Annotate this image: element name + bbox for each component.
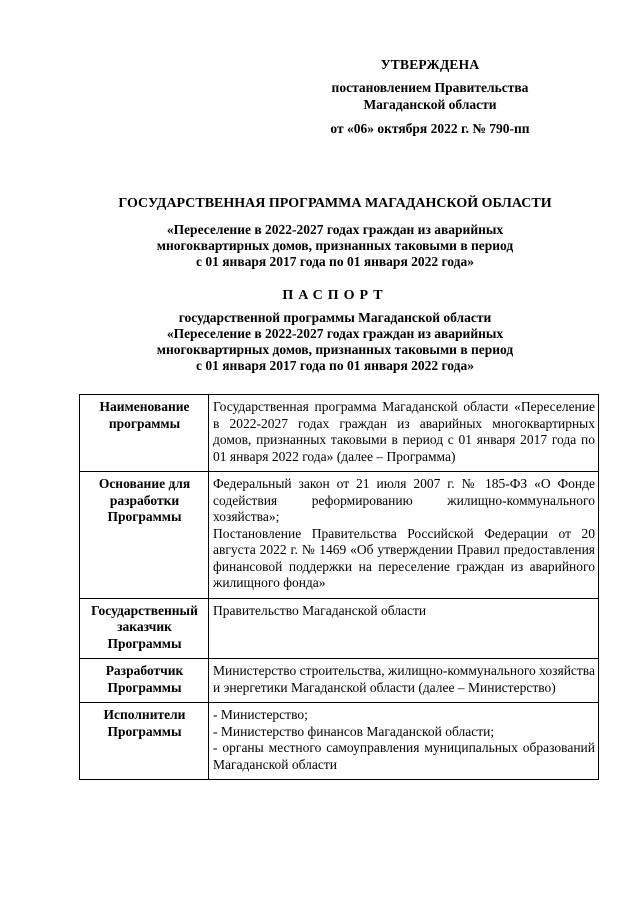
row-value-paragraph: - Министерство финансов Магаданской области; [213, 723, 495, 739]
passport-table [79, 394, 599, 780]
row-value-paragraph: Постановление Правительства Российской Федерации от 20 августа 2022 г. № 1469 «Об утверждении Правил предоставления финансовой поддержки на переселение граждан из аварийного жилищного фонда» [213, 525, 595, 590]
table-row [80, 659, 599, 703]
row-label-line: программы [108, 415, 181, 431]
passport-word: ПАСПОРТ [282, 288, 388, 303]
passport-heading [60, 287, 610, 374]
row-label-line: Программы [107, 509, 182, 524]
row-value-paragraph: Федеральный закон от 21 июля 2007 г. № 185-ФЗ «О Фонде содействия реформированию жилищно-коммунального хозяйства»; [213, 476, 595, 524]
row-value [209, 703, 599, 780]
row-value [209, 598, 599, 659]
approval-basis-line-1: постановлением Правительства [331, 80, 529, 95]
program-title-main: ГОСУДАРСТВЕННАЯ ПРОГРАММА МАГАДАНСКОЙ ОБЛАСТИ [118, 196, 552, 211]
row-label-line: разработки [109, 492, 180, 508]
passport-line: «Переселение в 2022-2027 годах граждан из аварийных [166, 326, 504, 341]
passport-subtitle [60, 310, 610, 374]
row-label [80, 659, 209, 703]
row-label [80, 472, 209, 599]
row-label-line: Исполнители [103, 707, 186, 722]
table-row [80, 395, 599, 472]
program-title-line: с 01 января 2017 года по 01 января 2022 года» [196, 254, 474, 269]
row-value-paragraph: - Министерство; [213, 707, 308, 722]
passport-line: многоквартирных домов, признанных таковыми в период [156, 342, 514, 357]
row-value [209, 472, 599, 599]
row-value-paragraph: Государственная программа Магаданской области «Переселение в 2022-2027 годах граждан из аварийных многоквартирных домов, признанных таковыми в период с 01 января 2017 года по 01 января 2022 года» (далее – Программа) [213, 399, 595, 464]
row-label-line: Основание для [98, 476, 191, 491]
row-label [80, 598, 209, 659]
row-value-paragraph: Министерство строительства, жилищно-коммунального хозяйства и энергетики Магаданской области (далее – Министерство) [213, 663, 595, 695]
passport-line: с 01 января 2017 года по 01 января 2022 года» [196, 358, 474, 373]
row-label-line: Государственный [91, 602, 198, 618]
row-label [80, 395, 209, 472]
row-label-line: Разработчик [105, 663, 184, 678]
row-label [80, 703, 209, 780]
approval-heading: УТВЕРЖДЕНА [380, 57, 480, 72]
row-value [209, 659, 599, 703]
row-value-paragraph: - органы местного самоуправления муниципальных образований Магаданской области [213, 740, 595, 772]
approval-date-number: от «06» октября 2022 г. № 790-пп [330, 121, 530, 136]
row-value-paragraph: Правительство Магаданской области [213, 602, 427, 618]
row-label-line: Программы [107, 679, 182, 695]
program-title-subtitle [60, 222, 610, 270]
approval-basis-line-2: Магаданской области [363, 97, 497, 112]
program-title-line: многоквартирных домов, признанных таковыми в период [156, 238, 514, 253]
row-label-line: заказчик [117, 619, 172, 634]
table-row [80, 598, 599, 659]
table-row [80, 472, 599, 599]
passport-line: государственной программы Магаданской области [178, 310, 492, 325]
program-title-line: «Переселение в 2022-2027 годах граждан из аварийных [166, 222, 504, 237]
row-label-line: Наименование [99, 399, 190, 414]
table-row [80, 703, 599, 780]
row-value [209, 395, 599, 472]
row-label-line: Программы [107, 723, 182, 739]
row-label-line: Программы [107, 635, 182, 651]
program-title [60, 195, 610, 270]
approval-block [300, 56, 560, 137]
